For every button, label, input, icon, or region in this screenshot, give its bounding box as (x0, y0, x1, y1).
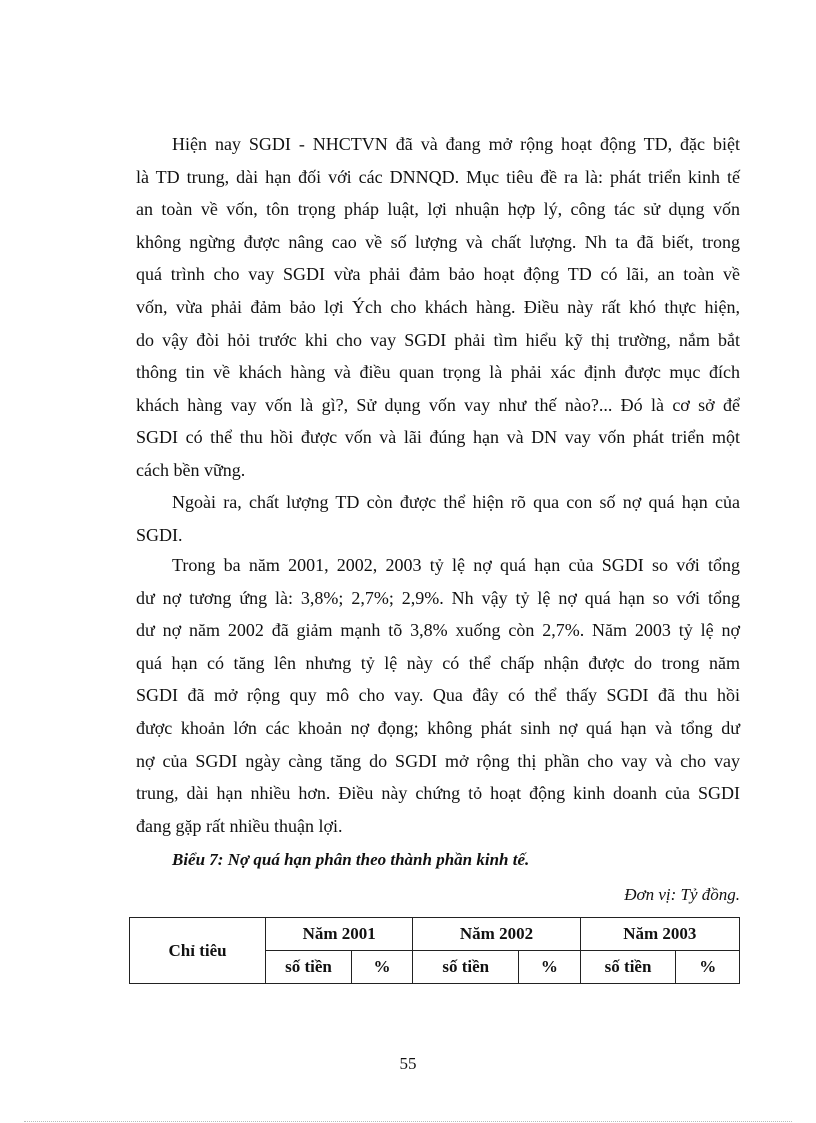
text-line: cách bền vững. (136, 459, 246, 480)
text-line: do vậy đòi hỏi trước khi cho vay SGDI phải tìm hiểu kỹ thị trường, nắm bắt (136, 329, 740, 350)
percent-header: % (676, 951, 740, 984)
text-line: dư nợ năm 2002 đã giảm mạnh tõ 3,8% xuống còn 2,7%. Năm 2003 tỷ lệ nợ (136, 620, 740, 641)
text-line: không ngừng được nâng cao về số lượng và chất lượng. Nh ta đã biết, trong (136, 231, 740, 252)
text-line: Trong ba năm 2001, 2002, 2003 tỷ lệ nợ quá hạn của SGDI so với tổng (172, 555, 740, 575)
text-line: trung, dài hạn nhiều hơn. Điều này chứng tỏ hoạt động kinh doanh của SGDI (136, 783, 740, 804)
text-line: SGDI có thể thu hồi được vốn và lãi đúng hạn và DN vay vốn phát triển một (136, 427, 740, 448)
text-line: là TD trung, dài hạn đối với các DNNQD. Mục tiêu đề ra là: phát triển kinh tế (136, 166, 740, 187)
text-line: được khoản lớn các khoản nợ đọng; không phát sinh nợ quá hạn và tổng dư (136, 717, 740, 738)
table-caption: Biểu 7: Nợ quá hạn phân theo thành phần kinh tế. (172, 850, 530, 869)
text-line: Ngoài ra, chất lượng TD còn được thể hiện rõ qua con số nợ quá hạn của (172, 492, 740, 512)
year-header-2003: Năm 2003 (580, 918, 739, 951)
text-line: nợ của SGDI ngày càng tăng do SGDI mở rộng thị phần cho vay và cho vay (136, 750, 740, 771)
text-line: Hiện nay SGDI - NHCTVN đã và đang mở rộng hoạt động TD, đặc biệt (172, 134, 740, 154)
unit-label: Đơn vị: Tỷ đồng. (624, 885, 740, 904)
amount-header: số tiền (413, 951, 519, 984)
year-header-2002: Năm 2002 (413, 918, 580, 951)
paragraph-2 (136, 486, 740, 551)
text-line: thông tin về khách hàng và điều quan trọng là phải xác định được mục đích (136, 362, 740, 383)
text-line: đang gặp rất nhiều thuận lợi. (136, 815, 343, 836)
text-line: SGDI. (136, 524, 183, 545)
percent-header: % (351, 951, 413, 984)
text-line: khách hàng vay vốn là gì?, Sử dụng vốn vay như thế nào?... Đó là cơ sở để (136, 394, 740, 415)
amount-header: số tiền (266, 951, 352, 984)
text-line: quá hạn có tăng lên nhưng tỷ lệ này có thể chấp nhận được do trong năm (136, 652, 740, 673)
row-header-cell: Chỉ tiêu (130, 918, 266, 984)
footer-divider (24, 1121, 792, 1122)
paragraph-3 (136, 549, 740, 842)
overdue-debt-table (129, 917, 740, 984)
paragraph-1 (136, 128, 740, 487)
text-line: dư nợ tương ứng là: 3,8%; 2,7%; 2,9%. Nh vậy tỷ lệ nợ quá hạn so với tổng (136, 587, 740, 608)
year-header-2001: Năm 2001 (266, 918, 413, 951)
text-line: SGDI đã mở rộng quy mô cho vay. Qua đây có thể thấy SGDI đã thu hồi (136, 685, 740, 706)
text-line: vốn, vừa phải đảm bảo lợi Ých cho khách hàng. Điều này rất khó thực hiện, (136, 296, 740, 317)
amount-header: số tiền (580, 951, 676, 984)
percent-header: % (519, 951, 581, 984)
text-line: an toàn về vốn, tôn trọng pháp luật, lợi nhuận hợp lý, công tác sử dụng vốn (136, 199, 740, 220)
page-number: 55 (399, 1054, 417, 1073)
text-line: quá trình cho vay SGDI vừa phải đảm bảo hoạt động TD có lãi, an toàn về (136, 264, 740, 285)
